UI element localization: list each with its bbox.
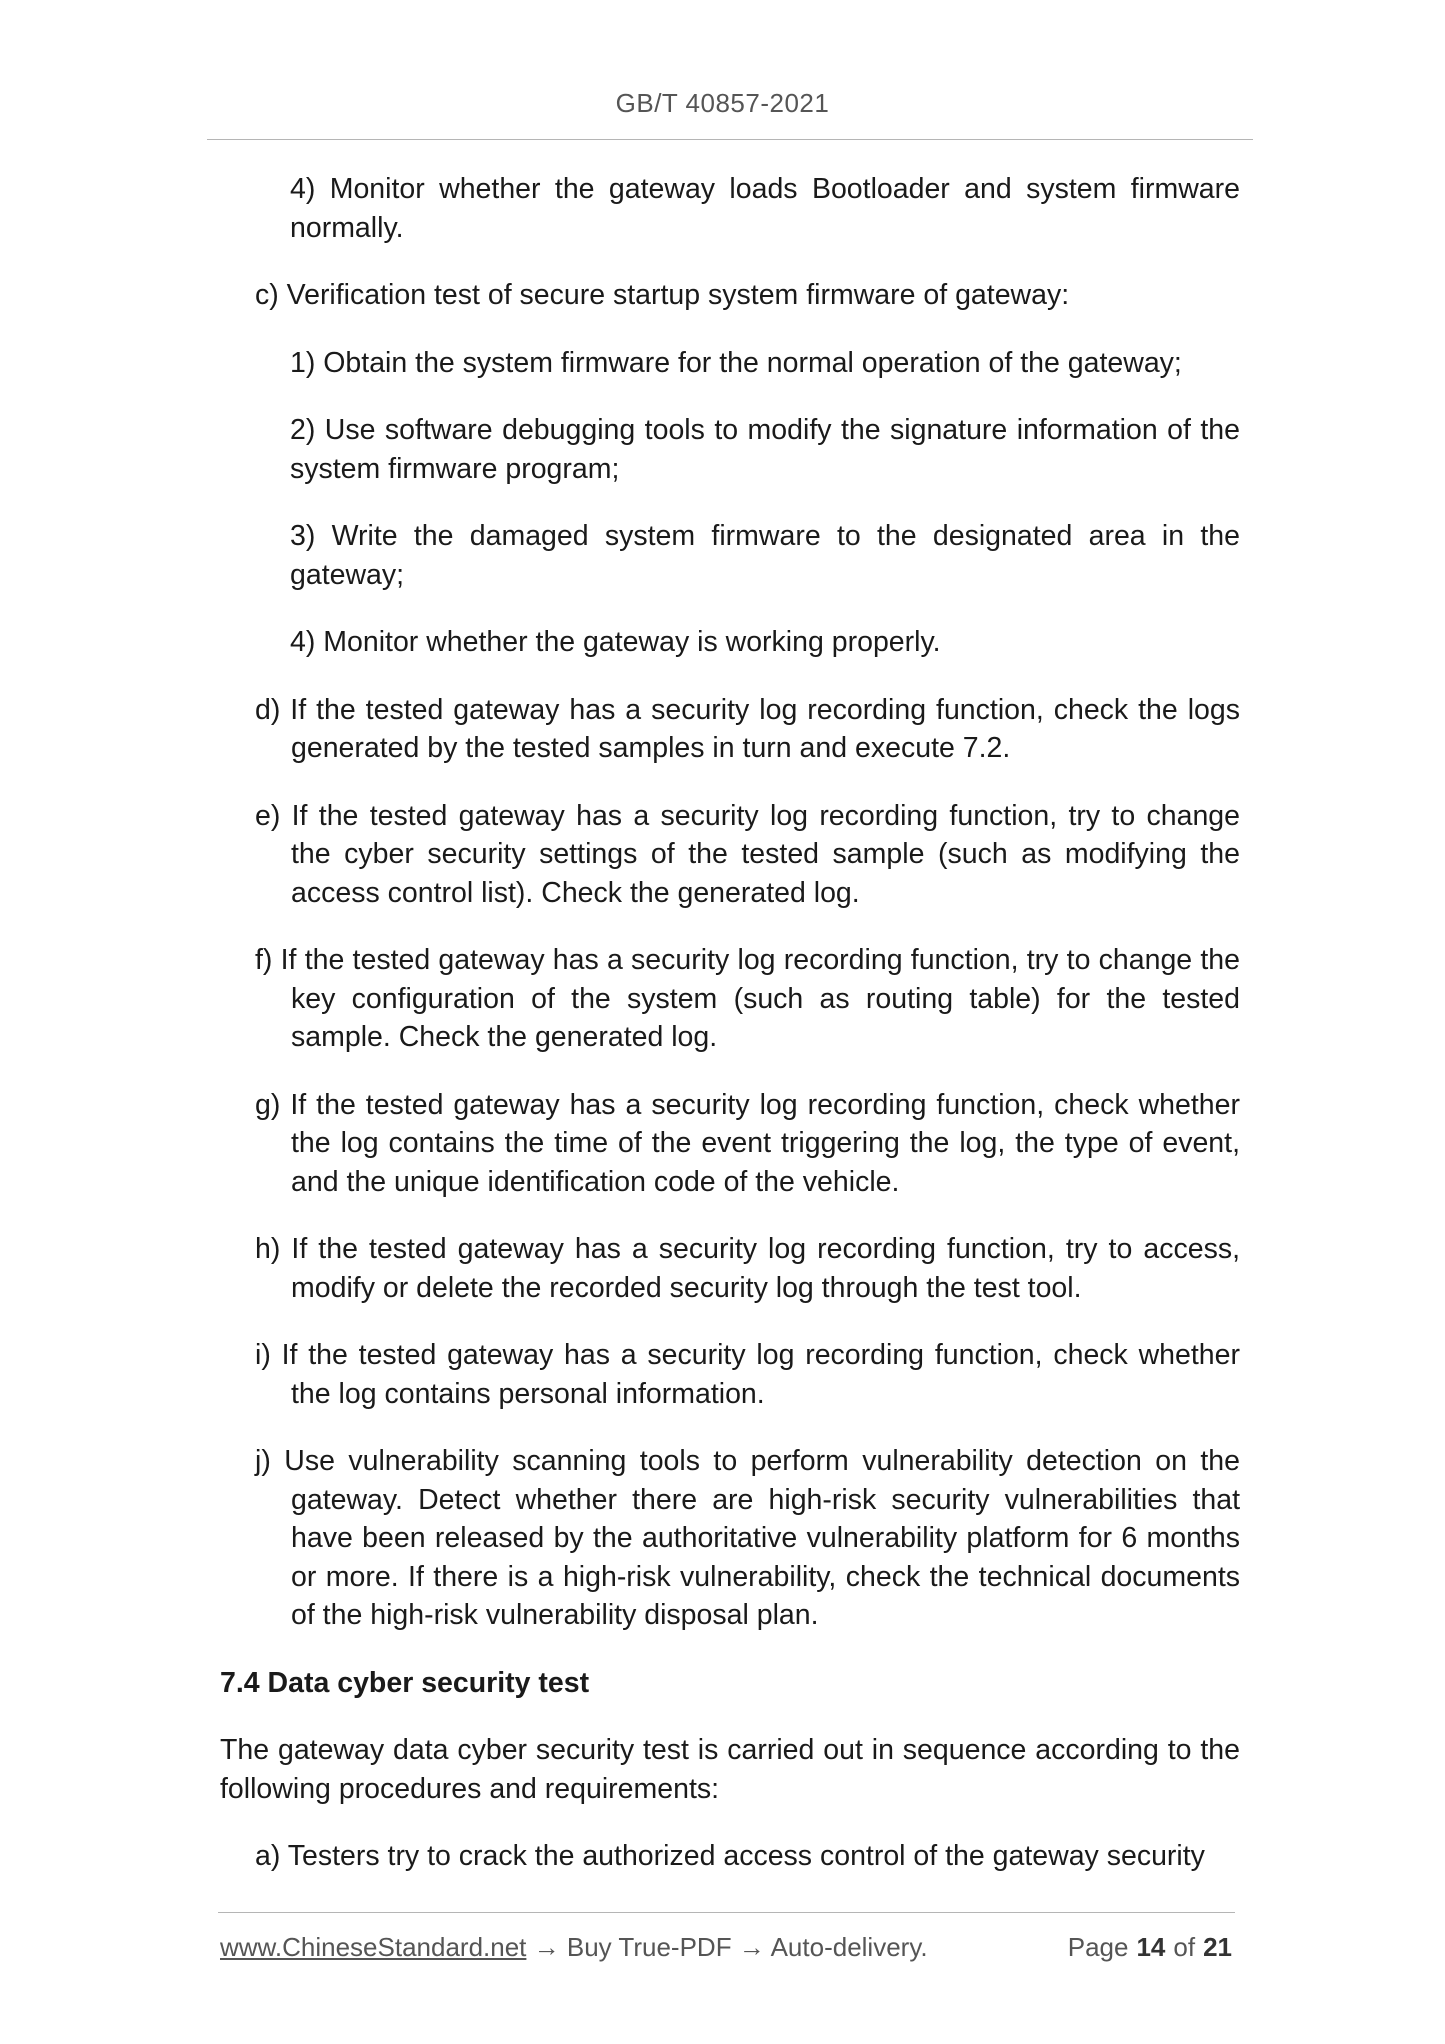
list-item: c) Verification test of secure startup system firmware of gateway: — [255, 279, 1070, 311]
document-body — [220, 170, 1240, 1905]
page-footer — [220, 1932, 1232, 1963]
list-item: e) If the tested gateway has a security log recording function, try to change the cyber security settings of the tested sample (such as modifying the access control list). Check the generated log. — [255, 799, 1240, 909]
section-heading: 7.4 Data cyber security test — [220, 1666, 590, 1699]
list-item: 2) Use software debugging tools to modify the signature information of the system firmware program; — [290, 414, 1240, 485]
list-item: j) Use vulnerability scanning tools to perform vulnerability detection on the gateway. Detect whether there are high-risk security vulnerabilities that have been released by the authoritative vulnerability platform for 6 months or more. If there is a high-risk vulnerability, check the technical documents of the high-risk vulnerability disposal plan. — [255, 1445, 1240, 1631]
list-item: d) If the tested gateway has a security log recording function, check the logs generated by the tested samples in turn and execute 7.2. — [255, 693, 1240, 764]
header-divider — [207, 139, 1253, 140]
page-label: Page — [1067, 1932, 1129, 1962]
of-label: of — [1173, 1932, 1196, 1962]
list-item: 4) Monitor whether the gateway loads Bootloader and system firmware normally. — [290, 173, 1240, 244]
list-item: a) Testers try to crack the authorized access control of the gateway security — [255, 1840, 1205, 1872]
intro-paragraph: The gateway data cyber security test is carried out in sequence according to the following procedures and requirements: — [220, 1734, 1240, 1805]
list-item: i) If the tested gateway has a security log recording function, check whether the log contains personal information. — [255, 1339, 1240, 1410]
list-item: g) If the tested gateway has a security log recording function, check whether the log contains the time of the event triggering the log, the type of event, and the unique identification code of the vehicle. — [255, 1088, 1240, 1198]
footer-promo-text: → Buy True-PDF → Auto-delivery. — [533, 1932, 928, 1962]
list-item: f) If the tested gateway has a security log recording function, try to change the key configuration of the system (such as routing table) for the tested sample. Check the generated log. — [255, 944, 1240, 1053]
website-link[interactable]: www.ChineseStandard.net — [220, 1932, 527, 1962]
list-item: h) If the tested gateway has a security log recording function, try to access, modify or delete the recorded security log through the test tool. — [255, 1233, 1240, 1304]
list-item: 4) Monitor whether the gateway is working properly. — [290, 626, 941, 658]
total-pages: 21 — [1203, 1932, 1232, 1962]
list-item: 1) Obtain the system firmware for the normal operation of the gateway; — [290, 346, 1182, 379]
footer-divider — [218, 1912, 1235, 1913]
page-indicator — [1068, 1932, 1232, 1963]
document-header-title: GB/T 40857-2021 — [615, 88, 830, 118]
footer-left — [220, 1932, 928, 1963]
page-number: 14 — [1136, 1932, 1166, 1962]
list-item: 3) Write the damaged system firmware to the designated area in the gateway; — [290, 520, 1240, 591]
